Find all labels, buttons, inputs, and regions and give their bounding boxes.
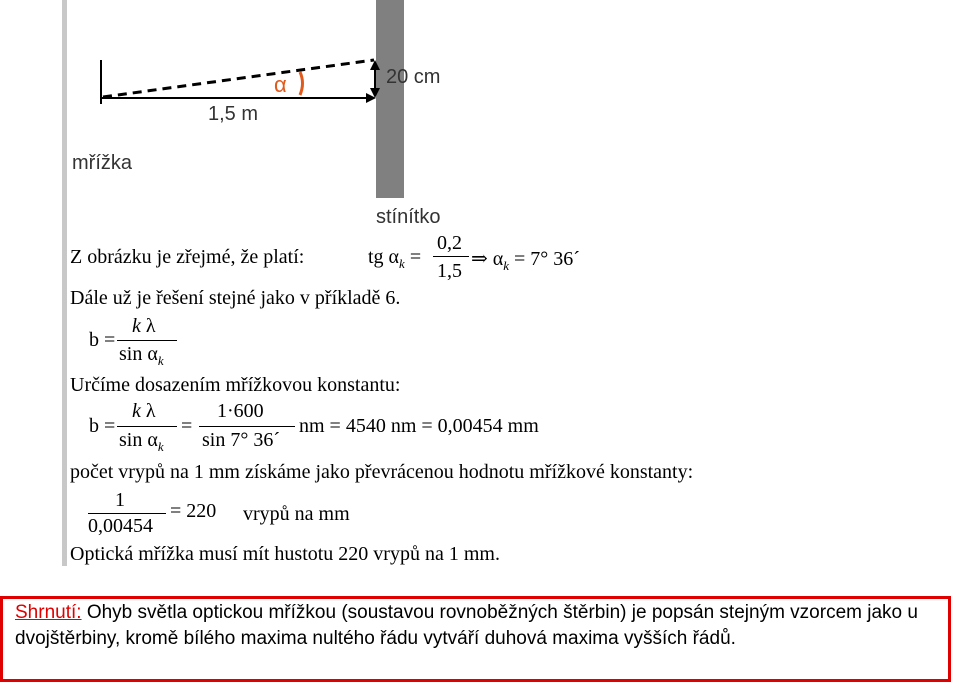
formula1-b: b = xyxy=(89,329,116,351)
formula1-index: k xyxy=(157,353,164,368)
frac1-bar xyxy=(433,256,469,257)
formula2-den2: sin 7° 36´ xyxy=(202,429,280,451)
formula2-sin: sin α xyxy=(119,429,158,451)
implies-symbol: ⇒ xyxy=(471,248,488,270)
formula2-lambda: λ xyxy=(145,400,156,422)
density-text: počet vrypů na 1 mm získáme jako převrácenou hodnotu mřížkové konstanty: xyxy=(70,461,694,483)
tg-equals: = xyxy=(409,246,422,268)
angle-result: = 7° 36´ xyxy=(514,248,580,270)
formula1-k: k xyxy=(132,315,141,337)
formula3-denominator: 0,00454 xyxy=(88,515,153,537)
formula3-numerator: 1 xyxy=(115,489,125,511)
diffraction-diagram xyxy=(0,0,959,200)
diffracted-ray-line xyxy=(103,60,374,97)
formula1-numerator xyxy=(132,315,156,338)
formula1-bar xyxy=(117,340,177,341)
summary-box xyxy=(0,596,951,682)
formula2-bar1 xyxy=(117,426,177,427)
method-text: Dále už je řešení stejné jako v příkladě 6. xyxy=(70,287,401,309)
formula2-num1 xyxy=(132,400,156,423)
formula1-denominator xyxy=(119,343,164,366)
angle-label: α xyxy=(274,72,287,97)
formula2-bar2 xyxy=(199,426,295,427)
formula1-sin: sin α xyxy=(119,343,158,365)
height-label: 20 cm xyxy=(386,66,441,88)
formula2-k: k xyxy=(132,400,141,422)
formula2-equals: = xyxy=(181,415,193,437)
formula1-lambda: λ xyxy=(145,315,156,337)
frac1-denominator: 1,5 xyxy=(437,260,462,282)
grating-label: mřížka xyxy=(72,152,132,174)
formula2-den1 xyxy=(119,429,164,452)
formula3-bar xyxy=(88,513,166,514)
tg-alpha: tg α xyxy=(368,246,400,268)
tg-index: k xyxy=(399,256,405,271)
formula2-b: b = xyxy=(89,415,116,437)
constant-text: Určíme dosazením mřížkovou konstantu: xyxy=(70,374,401,396)
summary-paragraph xyxy=(15,600,943,652)
result-index: k xyxy=(503,258,510,273)
summary-label: Shrnutí: xyxy=(15,602,82,623)
formula2-num2: 1·600 xyxy=(217,400,264,422)
result-alpha: α xyxy=(492,248,504,270)
formula2-index: k xyxy=(157,439,164,454)
summary-text: Ohyb světla optickou mřížkou (soustavou rovnoběžných štěrbin) je popsán stejným vzorcem jako u dvojštěrbiny, kromě bílého maxima nultého řádu vytváří duhová maxima vyšších řádů. xyxy=(15,602,918,649)
lines-per-mm-text: vrypů na mm xyxy=(243,503,350,525)
distance-label: 1,5 m xyxy=(208,103,259,125)
tg-symbol xyxy=(368,246,421,269)
frac1-numerator: 0,2 xyxy=(437,232,462,254)
intro-text: Z obrázku je zřejmé, že platí: xyxy=(70,246,305,268)
conclusion-text: Optická mřížka musí mít hustotu 220 vrypů na 1 mm. xyxy=(70,543,500,565)
formula3-result: = 220 xyxy=(170,500,217,522)
screen-label: stínítko xyxy=(376,206,441,228)
angle-arc xyxy=(300,72,303,95)
implies-arrow xyxy=(471,246,580,271)
formula2-result: nm = 4540 nm = 0,00454 mm xyxy=(299,415,539,437)
